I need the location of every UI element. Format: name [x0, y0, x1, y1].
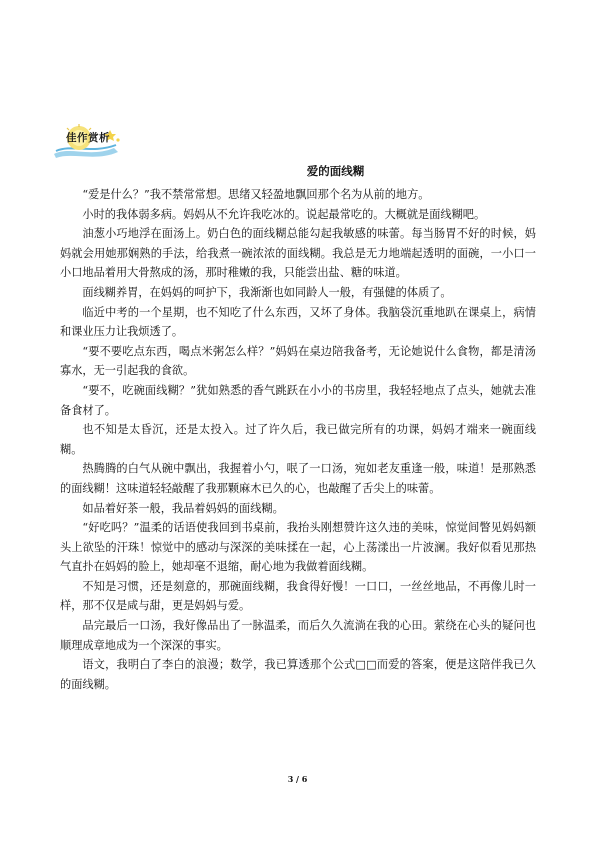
paragraph: 语文，我明白了李白的浪漫；数学，我已算透那个公式□□而爱的答案，便是这陪伴我已久的面线糊。 [60, 658, 536, 691]
paragraph: 临近中考的一个星期，也不知吃了什么东西，又坏了身体。我脑袋沉重地趴在课桌上，病情和课业压力让我烦透了。 [60, 305, 536, 339]
paragraph: 也不知是太昏沉，还是太投入。过了许久后，我已做完所有的功课，妈妈才端来一碗面线糊。 [60, 423, 536, 456]
page-number: 3 / 6 [287, 774, 308, 784]
paragraph: “好吃吗？”温柔的话语使我回到书桌前，我抬头刚想赞许这久违的美味，惊觉间瞥见妈妈额头上欲坠的汗珠！惊觉中的感动与深深的美味揉在一起，心上荡漾出一片波澜。我好似看见那热气直扑在妈妈的脸上，她却毫不退缩，耐心地为我做着面线糊。 [60, 521, 536, 574]
paragraph: 小时的我体弱多病。妈妈从不允许我吃冰的。说起最常吃的。大概就是面线糊吧。 [82, 207, 486, 221]
paragraph: 热腾腾的白气从碗中飘出，我握着小勺，呡了一口汤，宛如老友重逢一般，味道！是那熟悉的面线糊！这味道轻轻敲醒了我那颗麻木已久的心，也敲醒了舌尖上的味蕾。 [60, 462, 536, 495]
paragraph: “爱是什么？”我不禁常常想。思绪又轻盈地飘回那个名为从前的地方。 [82, 188, 430, 201]
article-body [60, 185, 536, 694]
section-badge-label: 佳作赏析 [66, 132, 110, 144]
paragraph: “要不要吃点东西，喝点米粥怎么样？”妈妈在桌边陪我备考，无论她说什么食物，都是清汤寡水，无一引起我的食欲。 [60, 344, 536, 378]
paragraph: 品完最后一口汤，我好像品出了一脉温柔，而后久久流淌在我的心田。萦绕在心头的疑问也顺理成章地成为一个深深的事实。 [60, 619, 536, 652]
section-badge [52, 124, 124, 158]
paragraph: 面线糊养胃，在妈妈的呵护下，我渐渐也如同龄人一般，有强健的体质了。 [82, 285, 452, 299]
paragraph: “要不，吃碗面线糊？”犹如熟悉的香气跳跃在小小的书房里，我轻轻地点了点头，她就去准备食材了。 [60, 383, 536, 417]
paragraph: 不知是习惯，还是刻意的，那碗面线糊，我食得好慢！一口口，一丝丝地品，不再像儿时一样，那不仅是咸与甜，更是妈妈与爱。 [60, 579, 536, 613]
paragraph: 如品着好茶一般，我品着妈妈的面线糊。 [82, 501, 284, 515]
paragraph: 油葱小巧地浮在面汤上。奶白色的面线糊总能勾起我敏感的味蕾。每当肠胃不好的时候，妈妈就会用她那娴熟的手法，给我煮一碗浓浓的面线糊。我总是无力地端起透明的面碗，一小口一小口地品着用大骨熬成的汤，那时稚嫩的我，只能尝出盐、糖的味道。 [60, 227, 536, 280]
article-title: 爱的面线糊 [306, 164, 365, 178]
